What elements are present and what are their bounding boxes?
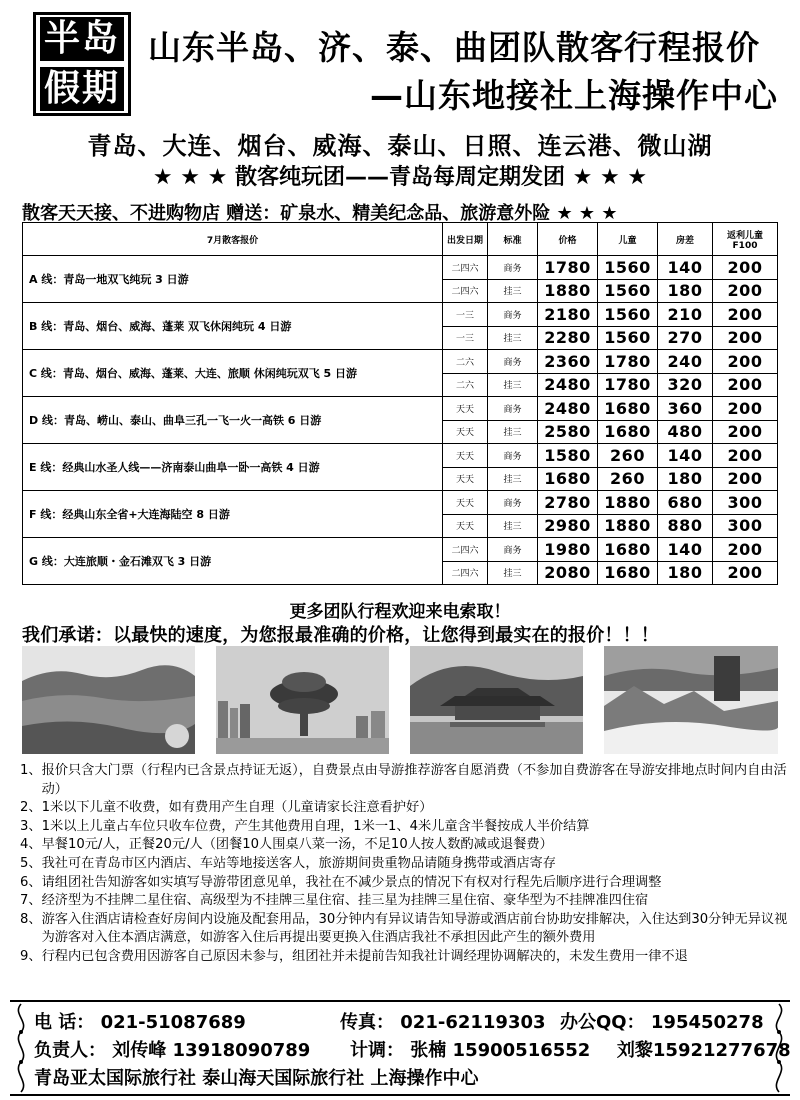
qq-number: 195450278 [650,1012,764,1033]
phone-number: 021-51087689 [100,1012,246,1033]
header-standard: 标准 [488,223,538,256]
list-item [20,874,790,893]
mountain-sea-of-clouds-photo [604,646,778,754]
note-text: 游客入住酒店请检查好房间内设施及配套用品，30分钟内有异议请告知导游或酒店前台协助安排解决，入住达到30分钟无异议视为游客对入住本酒店满意，如游客入住后再提出要更换入住酒店我社不承担因此产生的额外费用 [41,911,788,946]
single-supplement-cell: 180 [658,467,713,491]
child-price-cell: 1560 [598,279,658,303]
list-item [20,855,790,874]
note-text: 我社可在青岛市区内酒店、车站等地接送客人，旅游期间贵重物品请随身携带或酒店寄存 [41,855,556,871]
manager-label: 负责人： [34,1040,106,1061]
date-cell: 天天 [443,514,488,538]
list-item [20,818,790,837]
date-cell: 二四六 [443,256,488,280]
child-price-cell: 1680 [598,561,658,585]
date-cell: 二四六 [443,279,488,303]
standard-cell: 商务 [488,256,538,280]
list-item [20,948,790,967]
rebate-cell: 200 [713,561,778,585]
rebate-cell: 200 [713,538,778,562]
operator-row [350,1036,791,1062]
notes-list [20,762,790,967]
manager-contact: 刘传峰 13918090789 [112,1040,311,1061]
rebate-cell: 200 [713,467,778,491]
single-supplement-cell: 180 [658,279,713,303]
child-price-cell: 1880 [598,514,658,538]
phone-label: 电 话： [34,1012,95,1033]
single-supplement-cell: 880 [658,514,713,538]
table-row [23,256,778,280]
standard-cell: 挂三 [488,326,538,350]
standard-cell: 挂三 [488,420,538,444]
child-price-cell: 1680 [598,420,658,444]
rebate-cell: 300 [713,491,778,515]
note-number: 9、 [20,948,42,964]
table-row [23,491,778,515]
operator-contact-2: 刘黎15921277678 [616,1040,791,1061]
price-cell: 2780 [538,491,598,515]
table-row [23,303,778,327]
single-supplement-cell: 180 [658,561,713,585]
header-date: 出发日期 [443,223,488,256]
route-name-cell: E 线：经典山水圣人线——济南泰山曲阜一卧一高铁 4 日游 [23,444,443,491]
date-cell: 天天 [443,467,488,491]
rebate-cell: 300 [713,514,778,538]
list-item [20,762,790,799]
single-supplement-cell: 680 [658,491,713,515]
standard-cell: 商务 [488,350,538,374]
child-price-cell: 1780 [598,350,658,374]
route-name-cell: A 线：青岛一地双飞纯玩 3 日游 [23,256,443,303]
standard-cell: 商务 [488,397,538,421]
date-cell: 一三 [443,326,488,350]
rebate-cell: 200 [713,397,778,421]
note-number: 3、 [20,818,42,834]
note-text: 经济型为不挂牌二星住宿、高级型为不挂牌三星住宿、挂三星为挂牌三星住宿、豪华型为不挂牌准四住宿 [41,893,649,909]
note-text: 早餐10元/人，正餐20元/人（团餐10人围桌八菜一汤，不足10人按人数酌减或退餐费） [41,837,553,853]
price-cell: 2580 [538,420,598,444]
may-wind-sculpture-photo [216,646,389,754]
single-supplement-cell: 140 [658,256,713,280]
date-cell: 天天 [443,397,488,421]
list-item [20,892,790,911]
price-cell: 1980 [538,538,598,562]
cliff-coast-photo [22,646,195,754]
single-supplement-cell: 140 [658,444,713,468]
child-price-cell: 260 [598,467,658,491]
rebate-cell: 200 [713,279,778,303]
standard-cell: 商务 [488,303,538,327]
slogan-banner: ★ ★ ★ 散客纯玩团——青岛每周定期发团 ★ ★ ★ [152,165,648,190]
date-cell: 二六 [443,350,488,374]
single-supplement-cell: 320 [658,373,713,397]
header-price: 价格 [538,223,598,256]
price-cell: 2180 [538,303,598,327]
note-number: 8、 [20,911,42,927]
standard-cell: 商务 [488,444,538,468]
note-text: 请组团社告知游客如实填写导游带团意见单，我社在不减少景点的情况下有权对行程先后顺序进行合理调整 [41,874,662,890]
rebate-cell: 200 [713,373,778,397]
child-price-cell: 1560 [598,303,658,327]
more-itineraries-note: 更多团队行程欢迎来电索取！ [289,602,511,622]
pavilion-lake-photo [410,646,583,754]
date-cell: 一三 [443,303,488,327]
date-cell: 二四六 [443,561,488,585]
route-name-cell: F 线：经典山东全省+大连海陆空 8 日游 [23,491,443,538]
single-supplement-cell: 210 [658,303,713,327]
date-cell: 天天 [443,420,488,444]
header-route: 7月散客报价 [23,223,443,256]
child-price-cell: 1680 [598,538,658,562]
price-cell: 2480 [538,397,598,421]
single-supplement-cell: 480 [658,420,713,444]
manager-row [34,1036,310,1062]
promise-statement: 我们承诺：以最快的速度，为您报最准确的价格，让您得到最实在的报价！！！ [22,625,659,646]
note-text: 1米以上儿童占车位只收车位费，产生其他费用自理，1米一1、4米儿童含半餐按成人半价结算 [41,818,590,834]
price-cell: 2080 [538,561,598,585]
standard-cell: 挂三 [488,514,538,538]
fax-row [340,1008,546,1034]
single-supplement-cell: 360 [658,397,713,421]
fax-number: 021-62119303 [400,1012,546,1033]
list-item [20,799,790,818]
child-price-cell: 1880 [598,491,658,515]
rebate-cell: 200 [713,303,778,327]
rebate-cell: 200 [713,444,778,468]
note-number: 1、 [20,763,42,778]
table-header-row [23,223,778,256]
note-number: 4、 [20,837,42,853]
company-names: 青岛亚太国际旅行社 泰山海天国际旅行社 上海操作中心 [34,1068,479,1089]
price-cell: 1580 [538,444,598,468]
single-supplement-cell: 270 [658,326,713,350]
price-cell: 1680 [538,467,598,491]
price-table [22,222,778,585]
date-cell: 二六 [443,373,488,397]
date-cell: 天天 [443,444,488,468]
qq-label: 办公QQ： [560,1012,645,1033]
city-list: 青岛、大连、烟台、威海、泰山、日照、连云港、微山湖 [87,132,713,160]
standard-cell: 挂三 [488,467,538,491]
price-cell: 1880 [538,279,598,303]
route-name-cell: B 线：青岛、烟台、威海、蓬莱 双飞休闲纯玩 4 日游 [23,303,443,350]
header-single: 房差 [658,223,713,256]
phone-row [34,1008,246,1034]
list-item [20,836,790,855]
single-supplement-cell: 140 [658,538,713,562]
table-row [23,350,778,374]
contact-footer [10,1000,790,1096]
table-row [23,397,778,421]
standard-cell: 挂三 [488,561,538,585]
route-name-cell: C 线：青岛、烟台、威海、蓬莱、大连、旅顺 休闲纯玩双飞 5 日游 [23,350,443,397]
note-number: 7、 [20,893,42,909]
note-number: 5、 [20,855,42,871]
child-price-cell: 1780 [598,373,658,397]
logo-line1: 半岛 [40,17,124,61]
operator-contact-1: 张楠 15900516552 [410,1040,591,1061]
child-price-cell: 1680 [598,397,658,421]
table-row [23,538,778,562]
list-item [20,911,790,948]
price-cell: 2980 [538,514,598,538]
page-title: 山东半岛、济、泰、曲团队散客行程报价 [148,28,760,67]
price-cell: 2280 [538,326,598,350]
note-number: 2、 [20,800,42,816]
price-cell: 1780 [538,256,598,280]
note-text: 行程内已包含费用因游客自己原因未参与，组团社并未提前告知我社计调经理协调解决的，未发生费用一律不退 [41,948,688,964]
price-cell: 2360 [538,350,598,374]
operator-label: 计调： [350,1040,404,1061]
date-cell: 天天 [443,491,488,515]
standard-cell: 挂三 [488,373,538,397]
rebate-cell: 200 [713,420,778,444]
child-price-cell: 1560 [598,326,658,350]
qq-row [560,1008,764,1034]
rebate-cell: 200 [713,326,778,350]
price-cell: 2480 [538,373,598,397]
standard-cell: 商务 [488,538,538,562]
note-text: 1米以下儿童不收费，如有费用产生自理（儿童请家长注意看护好） [41,800,433,816]
standard-cell: 挂三 [488,279,538,303]
table-row [23,444,778,468]
rebate-cell: 200 [713,350,778,374]
gift-line: 散客天天接、不进购物店 赠送：矿泉水、精美纪念品、旅游意外险 ★ ★ ★ [22,203,618,224]
logo-line2: 假期 [40,67,124,111]
brand-logo [33,12,131,116]
header-child: 儿童 [598,223,658,256]
note-number: 6、 [20,874,42,890]
child-price-cell: 1560 [598,256,658,280]
child-price-cell: 260 [598,444,658,468]
single-supplement-cell: 240 [658,350,713,374]
rebate-cell: 200 [713,256,778,280]
page-subtitle: —山东地接社上海操作中心 [370,76,778,115]
date-cell: 二四六 [443,538,488,562]
standard-cell: 商务 [488,491,538,515]
fax-label: 传真： [340,1012,394,1033]
header-rebate: 返利儿童 F100 [713,223,778,256]
route-name-cell: D 线：青岛、崂山、泰山、曲阜三孔一飞一火一高铁 6 日游 [23,397,443,444]
route-name-cell: G 线：大连旅顺・金石滩双飞 3 日游 [23,538,443,585]
note-text: 报价只含大门票（行程内已含景点持证无返），自费景点由导游推荐游客自愿消费（不参加自费游客在导游安排地点时间内自由活动） [41,763,787,797]
left-ornament-icon [10,1002,32,1094]
